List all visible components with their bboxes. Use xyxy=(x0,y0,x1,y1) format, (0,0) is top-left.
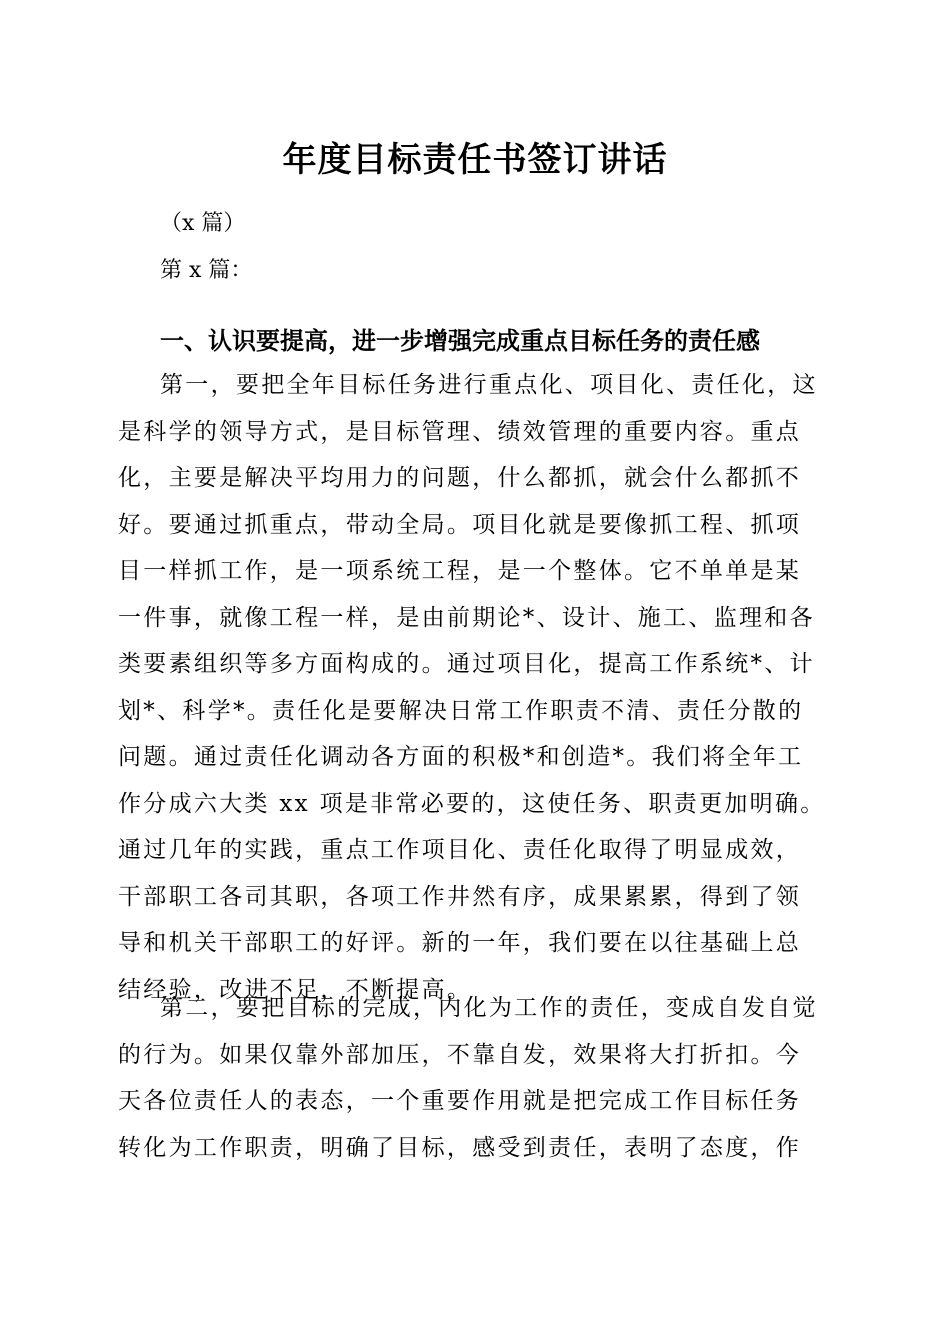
body-paragraph xyxy=(118,985,832,1171)
paragraph-line: 的行为。如果仅靠外部加压，不靠自发，效果将大打折扣。今 xyxy=(118,1041,802,1068)
paragraph-line: 好。要通过抓重点，带动全局。项目化就是要像抓工程、抓项 xyxy=(118,511,802,538)
paragraph-line: 天各位责任人的表态，一个重要作用就是把完成工作目标任务 xyxy=(118,1088,802,1114)
document-title: 年度目标责任书签订讲话 xyxy=(282,140,668,180)
section-heading: 一、认识要提高，进一步增强完成重点目标任务的责任感 xyxy=(160,327,760,355)
paragraph-line: 化，主要是解决平均用力的问题，什么都抓，就会什么都抓不 xyxy=(118,465,802,491)
paragraph-line: 导和机关干部职工的好评。新的一年，我们要在以往基础上总 xyxy=(118,930,802,956)
paragraph-line: 目一样抓工作，是一项系统工程，是一个整体。它不单单是某 xyxy=(118,558,802,584)
volume-note: （x 篇） xyxy=(160,211,246,236)
paragraph-line: 转化为工作职责，明确了目标，感受到责任，表明了态度，作 xyxy=(118,1134,802,1161)
paragraph-line: 问题。通过责任化调动各方面的积极*和创造*。我们将全年工 xyxy=(118,744,804,770)
paragraph-line: 划*、科学*。责任化是要解决日常工作职责不清、责任分散的 xyxy=(118,697,804,724)
paragraph-line: 第一，要把全年目标任务进行重点化、项目化、责任化，这 xyxy=(160,372,818,398)
paragraph-line: 作分成六大类 xx 项是非常必要的，这使任务、职责更加明确。 xyxy=(118,790,826,817)
paragraph-line: 结经验，改进不足，不断提高。 xyxy=(118,976,473,1003)
paragraph-line: 干部职工各司其职，各项工作井然有序，成果累累，得到了领 xyxy=(118,883,802,910)
paragraph-line: 第二，要把目标的完成，内化为工作的责任，变成自发自觉 xyxy=(160,995,818,1021)
paragraph-line: 一件事，就像工程一样，是由前期论*、设计、施工、监理和各 xyxy=(118,604,815,631)
paragraph-line: 是科学的领导方式，是目标管理、绩效管理的重要内容。重点 xyxy=(118,418,802,445)
body-paragraph xyxy=(118,362,832,1013)
volume-label: 第 x 篇： xyxy=(160,258,253,283)
paragraph-line: 类要素组织等多方面构成的。通过项目化，提高工作系统*、计 xyxy=(118,651,815,677)
paragraph-line: 通过几年的实践，重点工作项目化、责任化取得了明显成效， xyxy=(118,837,802,863)
